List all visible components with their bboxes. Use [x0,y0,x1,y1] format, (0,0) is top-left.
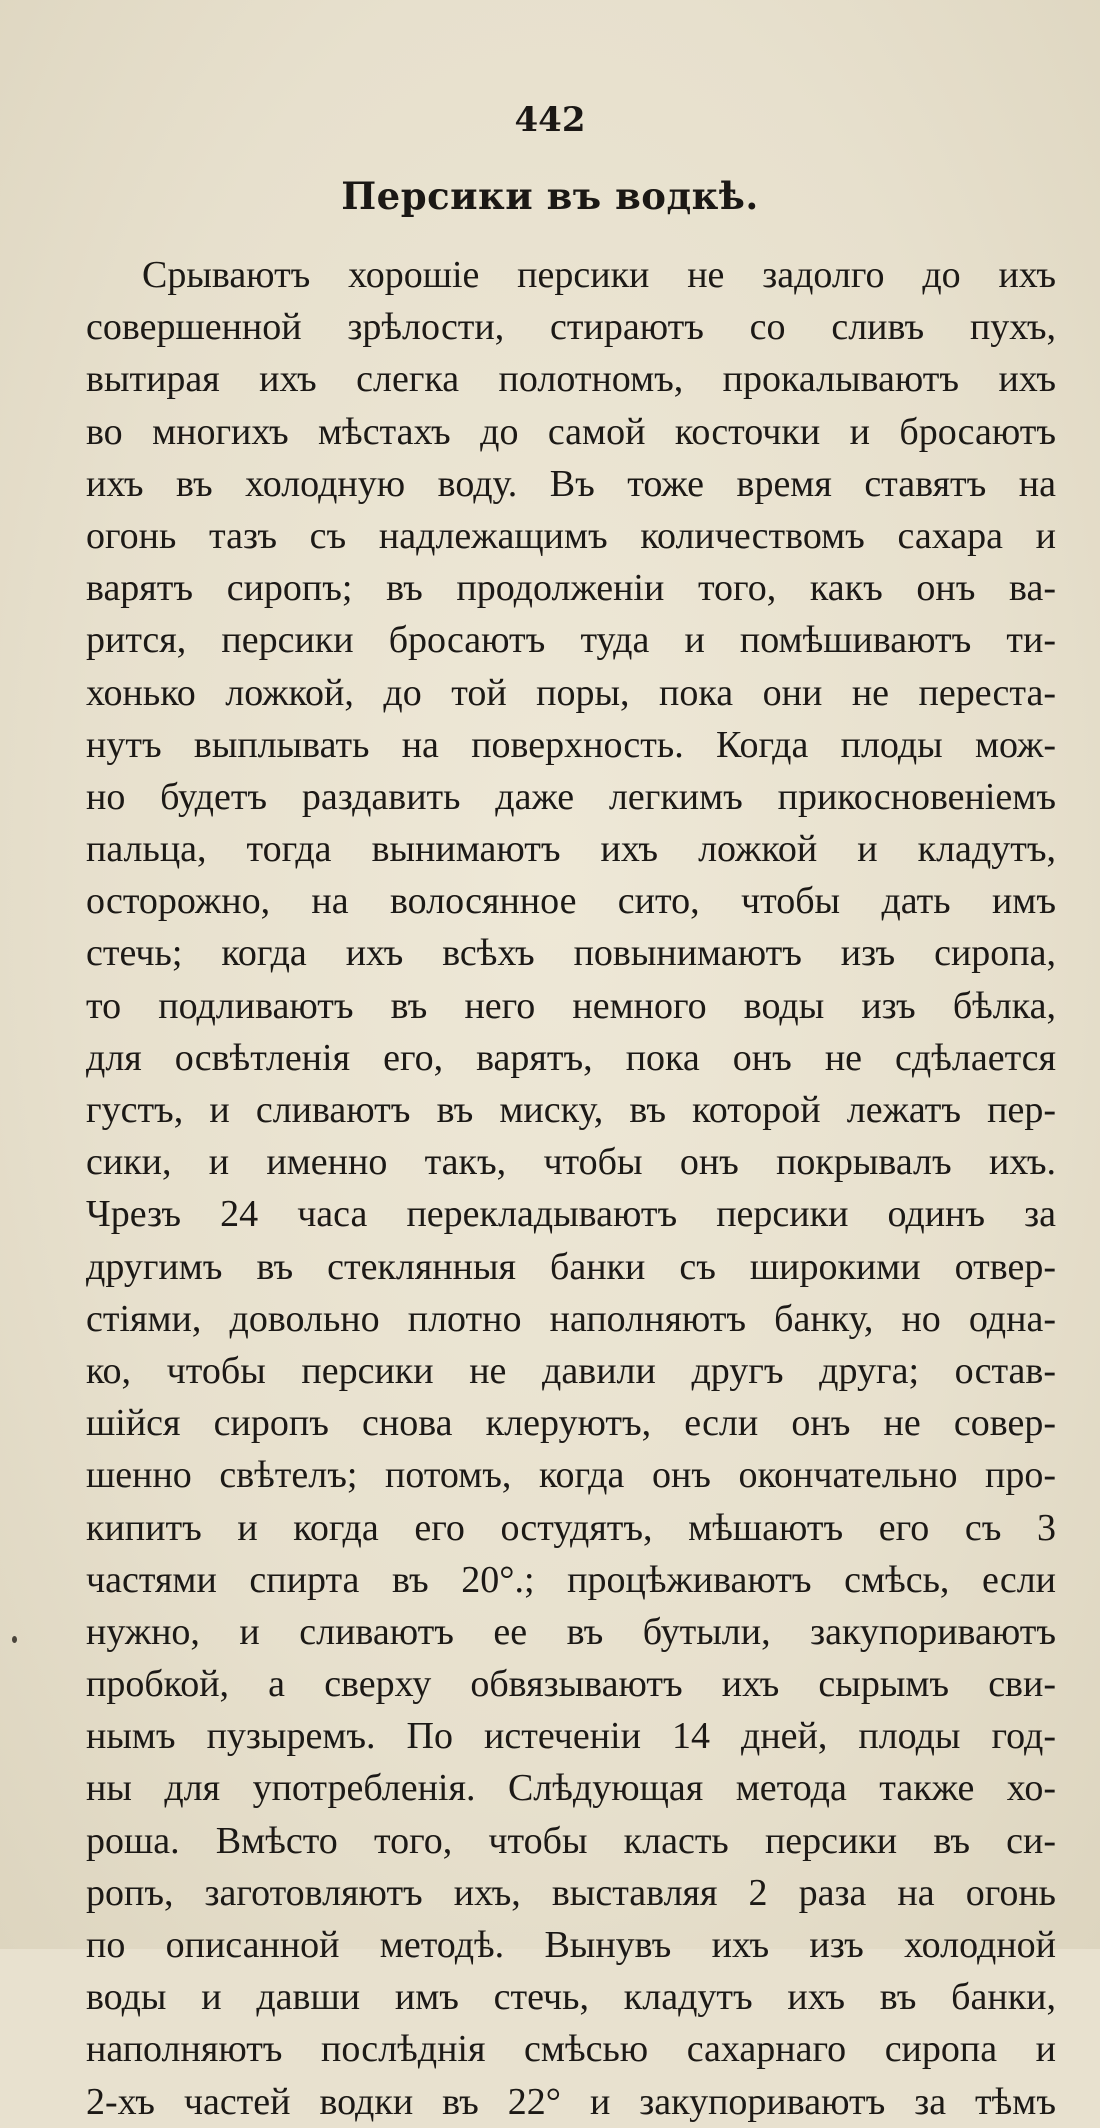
text-line: пальца, тогда вынимаютъ ихъ ложкой и кладутъ, [86,828,1056,871]
text-line: то подливаютъ въ него немного воды изъ бѣлка, [86,984,1056,1027]
ink-speck [12,1636,17,1643]
text-line: ны для употребленія. Слѣдующая метода также хо- [86,1767,1056,1810]
text-line: кипитъ и когда его остудятъ, мѣшаютъ его съ 3 [86,1506,1056,1549]
text-line: нутъ выплывать на поверхность. Когда плоды мож- [86,723,1056,766]
text-line: другимъ въ стеклянныя банки съ широкими отвер- [86,1245,1056,1288]
text-line: воды и давши имъ стечь, кладутъ ихъ въ банки, [86,1976,1056,2019]
text-line: во многихъ мѣстахъ до самой косточки и бросаютъ [86,410,1056,453]
text-line: роша. Вмѣсто того, чтобы класть персики въ си- [86,1819,1056,1862]
text-line: по описанной методѣ. Вынувъ ихъ изъ холодной [86,1924,1056,1966]
text-line: для освѣтленія его, варятъ, пока онъ не сдѣлается [86,1036,1056,1079]
text-line: шійся сиропъ снова клеруютъ, если онъ не совер- [86,1402,1056,1445]
text-line: совершенной зрѣлости, стираютъ со сливъ пухъ, [86,306,1056,349]
text-line: вытирая ихъ слегка полотномъ, прокалываютъ ихъ [86,358,1056,401]
text-line: огонь тазъ съ надлежащимъ количествомъ сахара и [86,514,1056,557]
text-line: нымъ пузыремъ. По истеченіи 14 дней, плоды год- [86,1715,1056,1758]
page-number: 442 [514,100,586,140]
text-line: хонько ложкой, до той поры, пока они не переста- [86,671,1056,714]
text-line: Срываютъ хорошіе персики не задолго до ихъ [142,254,1056,296]
text-line: нужно, и сливаютъ ее въ бутыли, закупориваютъ [86,1610,1056,1653]
text-line: сики, и именно такъ, чтобы онъ покрывалъ ихъ. [86,1141,1056,1184]
text-line: наполняютъ послѣднія смѣсью сахарнаго сиропа и [86,2028,1056,2071]
text-line: частями спирта въ 20°.; процѣживаютъ смѣсь, если [86,1558,1056,1601]
text-line: варятъ сиропъ; въ продолженіи того, какъ онъ ва- [86,567,1056,610]
text-line: шенно свѣтелъ; потомъ, когда онъ окончательно про- [86,1454,1056,1497]
text-line: ко, чтобы персики не давили другъ друга; остав- [86,1349,1056,1392]
text-line: Чрезъ 24 часа перекладываютъ персики одинъ за [86,1193,1056,1236]
text-line: ропъ, заготовляютъ ихъ, выставляя 2 раза на огонь [86,1871,1056,1914]
text-line: осторожно, на волосянное сито, чтобы дать имъ [86,880,1056,923]
text-line: но будетъ раздавить даже легкимъ прикосновеніемъ [86,775,1056,818]
text-line: стечь; когда ихъ всѣхъ повынимаютъ изъ сиропа, [86,932,1056,975]
recipe-title: Персики въ водкѣ. [341,174,759,218]
text-line: 2-хъ частей водки въ 22° и закупориваютъ за тѣмъ [86,2080,1056,2123]
text-line: стіями, довольно плотно наполняютъ банку, но однa- [86,1297,1056,1340]
text-line: рится, персики бросаютъ туда и помѣшиваютъ ти- [86,619,1056,662]
recipe-body [86,249,1056,2128]
text-line: ихъ въ холодную воду. Въ тоже время ставятъ на [86,462,1056,505]
text-line: густъ, и сливаютъ въ миску, въ которой лежатъ пер- [86,1089,1056,1131]
text-line: пробкой, а сверху обвязываютъ ихъ сырымъ сви- [86,1663,1056,1706]
